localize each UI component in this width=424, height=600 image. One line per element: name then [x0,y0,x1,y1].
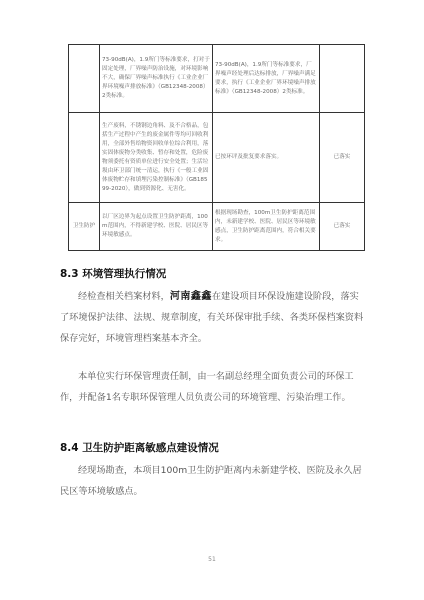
table-cell: 生产废料，不锈钢边角料、及不合格品，包括生产过程中产生的废金属件等均可回收利用，全部外售给物资回收单位综合利用，落实固体废物分类收集、暂存和处置，危险废物须委托有资质单位进行安全处置；生活垃圾由环卫部门统一清运，执行《一般工业固体废物贮存和填埋污染控制标准》（GB18599-2020），做到资源化、无害化。 [100,113,213,203]
table-row [69,203,365,251]
paragraph-archives [60,286,366,349]
table-cell: 已落实 [320,203,365,251]
table-cell: 已按环评及批复要求落实。 [213,113,320,203]
table-cell: 以厂区边界为起点设置卫生防护距离，100m范围内，不得新建学校、医院、居民区等环境敏感点。 [100,203,213,251]
section-heading-8-4: 8.4 卫生防护距离敏感点建设情况 [60,442,219,454]
table-cell: 根据现场勘查，100m卫生防护距离范围内，未新建学校、医院、居民区等环境敏感点，卫生防护距离范围内，符合相关要求。 [213,203,320,251]
table-row [69,113,365,203]
paragraph-text: 在建设项目环保设施建设阶段，落实了环境保护法律、法规、规章制度，有关环保审批手续、各类环保档案资料保存完好，环境管理档案基本齐全。 [60,291,364,344]
compliance-table [68,44,365,251]
table-cell [69,45,100,113]
table-cell: 已落实 [320,113,365,203]
table-cell [69,113,100,203]
company-name: 河南鑫鑫 [169,291,212,302]
table-row [69,45,365,113]
table-cell: 73-90dB(A)，1.9所门等标准要求，打对于固定处理，厂界噪声防治设施，对环境影响不大，确保厂界噪声标准执行《工业企业厂界环境噪声排放标准》（GB12348-2008）2类标准。 [100,45,213,113]
table-cell: 73-90dB(A)，1.9所门等标准要求，厂界噪声经处理后达标排放，厂界噪声满足要求，执行《工业企业厂界环境噪声排放标准》（GB12348-2008）2类标准。 [213,45,320,113]
table-cell: 卫生防护 [69,203,100,251]
section-heading-8-3: 8.3 环境管理执行情况 [60,268,167,280]
page-number: 51 [208,556,216,563]
table-cell [320,45,365,113]
paragraph-management: 本单位实行环保管理责任制，由一名副总经理全面负责公司的环保工作，并配备1名专职环保管理人员负责公司的环境管理、污染治理工作。 [60,371,354,403]
paragraph-text: 经检查相关档案材料， [78,291,170,302]
paragraph-sensitive-points: 经现场勘查，本项目100m卫生防护距离内未新建学校、医院及永久居民区等环境敏感点。 [60,465,362,497]
